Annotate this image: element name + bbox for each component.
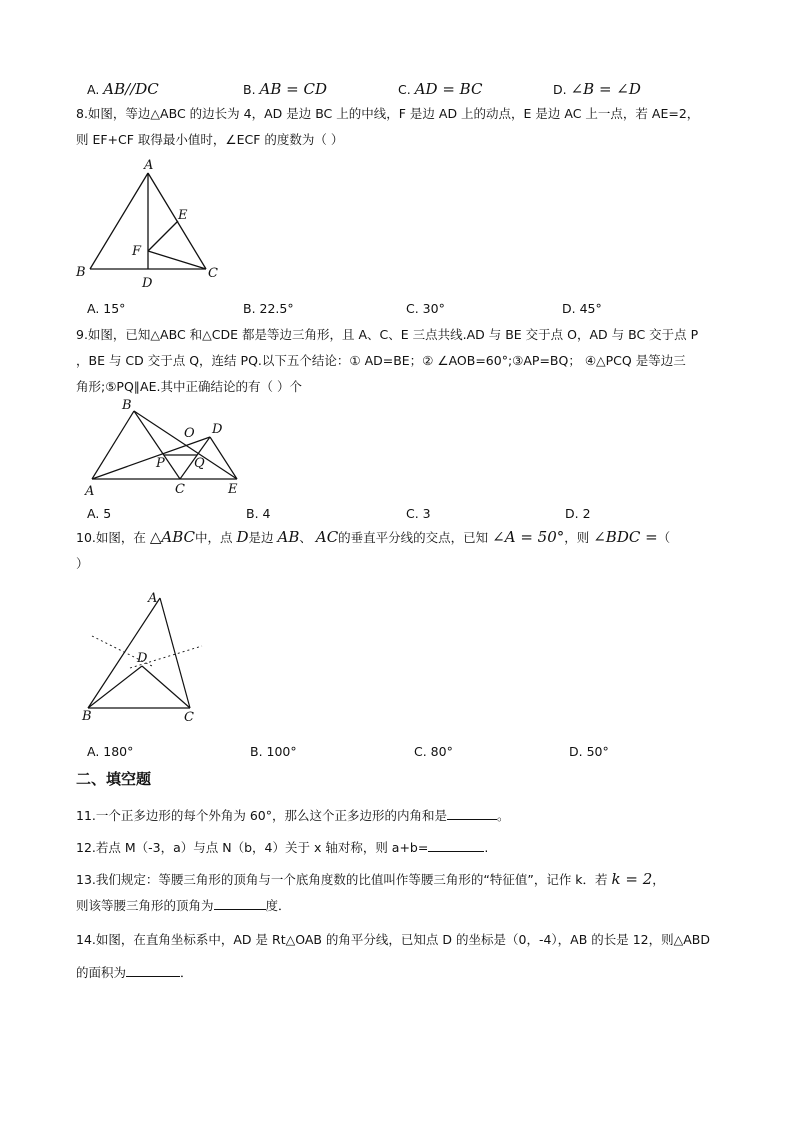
q9-figure [82, 395, 252, 500]
q9-label-p: P [156, 456, 165, 471]
q10-figure [80, 588, 210, 728]
q10-text-line1: 10.如图，在 △ABC中，点 D是边 AB、 AC的垂直平分线的交点，已知 ∠A = 50°，则 ∠BDC =（ [76, 528, 671, 546]
q9-label-b: B [122, 398, 132, 413]
q8-text-line1: 8.如图，等边△ABC 的边长为 4，AD 是边 BC 上的中线，F 是边 AD 上的动点，E 是边 AC 上一点，若 AE=2， [76, 106, 700, 121]
q8-text-line2: 则 EF+CF 取得最小值时，∠ECF 的度数为（ ） [76, 132, 344, 147]
q9-label-a: A [85, 484, 95, 499]
q13-text-line2: 则该等腰三角形的顶角为 度． [76, 898, 291, 913]
q9-text-line1: 9.如图，已知△ABC 和△CDE 都是等边三角形，且 A、C、E 三点共线.AD 与 BE 交于点 O，AD 与 BC 交于点 P [76, 327, 699, 342]
q9-label-e: E [228, 482, 238, 497]
q7-option-b: B. AB = CD [243, 80, 328, 98]
q8-label-f: F [132, 244, 142, 259]
q9-label-c: C [175, 482, 185, 497]
q8-option-c: C. 30° [406, 301, 445, 316]
q10-option-b: B. 100° [250, 744, 297, 759]
q8-figure [70, 155, 230, 295]
q8-option-d: D. 45° [562, 301, 602, 316]
q10-option-d: D. 50° [569, 744, 609, 759]
q10-label-d: D [137, 651, 148, 666]
q9-option-c: C. 3 [406, 506, 431, 521]
q10-text-line2: ） [76, 556, 89, 571]
q9-label-q: Q [194, 456, 205, 471]
q8-label-a: A [144, 158, 154, 173]
q13-text-line1: 13.我们规定：等腰三角形的顶角与一个底角度数的比值叫作等腰三角形的“特征值”，记作 k．若 k = 2， [76, 870, 665, 888]
q9-label-o: O [184, 426, 195, 441]
section-title: 二、填空题 [76, 770, 152, 788]
q9-text-line3: 角形;⑤PQ∥AE.其中正确结论的有（ ）个 [76, 379, 302, 394]
q10-label-b: B [82, 709, 92, 724]
q8-label-c: C [208, 266, 218, 281]
q8-label-b: B [76, 265, 86, 280]
q11-blank[interactable] [447, 819, 497, 820]
q9-text-line2: ，BE 与 CD 交于点 Q，连结 PQ.以下五个结论：① AD=BE；② ∠AOB=60°;③AP=BQ； ④△PCQ 是等边三 [76, 353, 686, 368]
q8-option-a: A. 15° [87, 301, 126, 316]
q10-label-c: C [184, 710, 194, 725]
q10-option-c: C. 80° [414, 744, 453, 759]
q14-blank[interactable] [126, 976, 180, 977]
q9-label-d: D [212, 422, 223, 437]
q14-text-line2: 的面积为 ． [76, 965, 193, 980]
q12-blank[interactable] [428, 851, 484, 852]
q8-option-b: B. 22.5° [243, 301, 294, 316]
q13-blank[interactable] [214, 909, 266, 910]
q8-label-e: E [178, 208, 188, 223]
q8-label-d: D [142, 276, 153, 291]
q10-label-a: A [148, 591, 158, 606]
q10-option-a: A. 180° [87, 744, 134, 759]
q7-option-c: C. AD = BC [398, 80, 483, 98]
q9-option-b: B. 4 [246, 506, 271, 521]
q9-option-a: A. 5 [87, 506, 112, 521]
q14-text-line1: 14.如图，在直角坐标系中，AD 是 Rt△OAB 的角平分线，已知点 D 的坐标是（0，-4），AB 的长是 12，则△ABD [76, 932, 711, 947]
q7-option-a: A. AB//DC [87, 80, 159, 98]
q12-text: 12.若点 M（-3，a）与点 N（b，4）关于 x 轴对称，则 a+b= . [76, 840, 489, 855]
q9-option-d: D. 2 [565, 506, 591, 521]
q11-text: 11.一个正多边形的每个外角为 60°，那么这个正多边形的内角和是 。 [76, 808, 510, 823]
q7-option-d: D. ∠B = ∠D [553, 80, 641, 98]
